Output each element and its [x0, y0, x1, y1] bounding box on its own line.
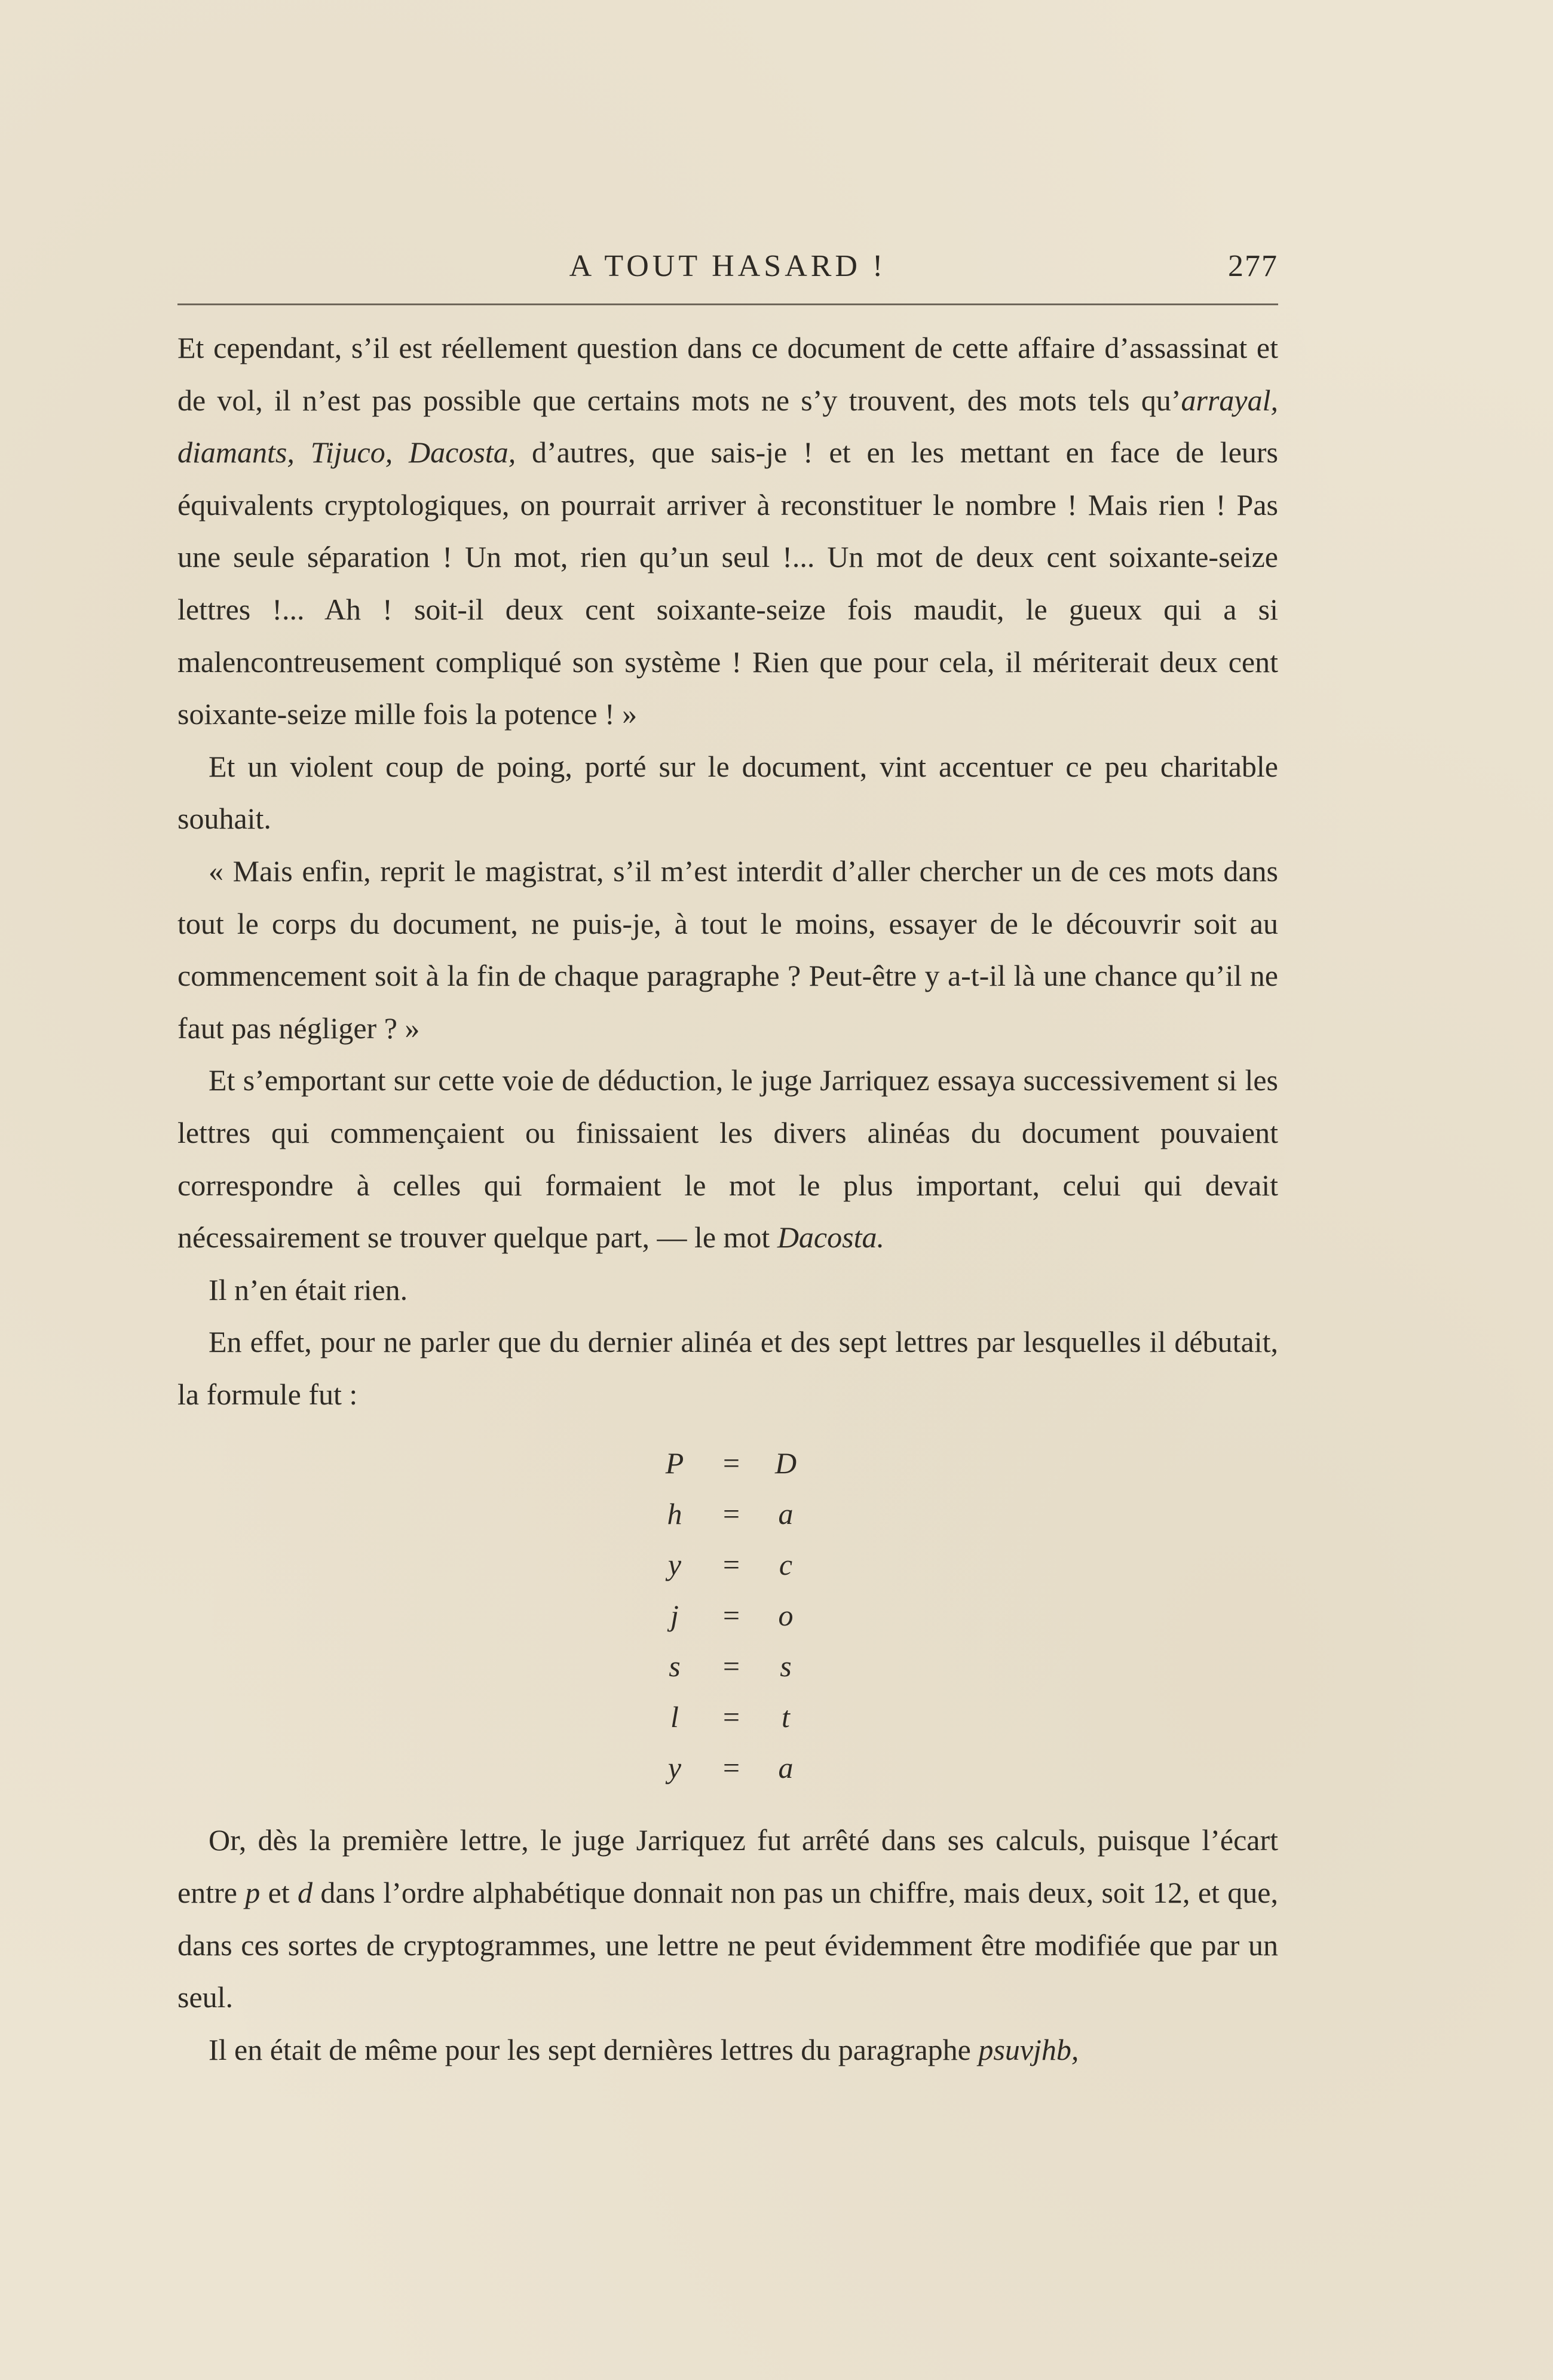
- book-page: [177, 239, 1278, 2076]
- plain-letter: a: [778, 1751, 794, 1785]
- plain-letter: t: [782, 1700, 790, 1734]
- formula-row: [177, 1640, 1278, 1691]
- equals-sign: =: [722, 1599, 740, 1633]
- text-run: Or, dès la première lettre, le juge Jarriquez fut arrêté dans ses calculs, puisque l’écart entre: [177, 1823, 1278, 1910]
- running-title: A TOUT HASARD !: [569, 249, 887, 283]
- page-number: 277: [1228, 249, 1278, 283]
- equals-sign: =: [722, 1751, 740, 1785]
- text-run: Il en était de même pour les sept dernières lettres du paragraphe: [209, 2032, 979, 2066]
- text-run: En effet, pour ne parler que du dernier alinéa et des sept lettres par lesquelles il débutait, la formule fut :: [177, 1325, 1278, 1411]
- equals-sign: =: [722, 1700, 740, 1734]
- formula-row: [177, 1539, 1278, 1590]
- text-run: Il n’en était rien.: [209, 1272, 408, 1306]
- plain-letter: o: [778, 1599, 794, 1633]
- text-run: Et s’emportant sur cette voie de déduction, le juge Jarriquez essaya successivement si les lettres qui commençaient ou finissaient les divers alinéas du document pouvaient correspondre à celles qui formaient le mot le plus important, celui qui devait nécessairement se trouver quelque part, — le mot: [177, 1063, 1278, 1255]
- equals-sign: =: [722, 1497, 740, 1531]
- running-header: [177, 239, 1278, 299]
- paragraph: [177, 741, 1278, 845]
- substitution-formula: [177, 1437, 1278, 1793]
- paragraph: [177, 322, 1278, 741]
- text-run: « Mais enfin, reprit le magistrat, s’il m’est interdit d’aller chercher un de ces mots dans tout le corps du document, ne puis-je, à tout le moins, essayer de le découvrir soit au commencement soit à la fin de chaque paragraphe ? Peut-être y a-t-il là une chance qu’il ne faut pas négliger ? »: [177, 854, 1278, 1045]
- equals-sign: =: [722, 1649, 740, 1683]
- text-run: dans l’ordre alphabétique donnait non pas un chiffre, mais deux, soit 12, et que, dans ces sortes de cryptogrammes, une lettre ne peut évidemment être modifiée que par un seul.: [177, 1876, 1278, 2014]
- paragraph: [177, 1264, 1278, 1317]
- cipher-letter: y: [667, 1548, 682, 1582]
- plain-letter: D: [774, 1446, 797, 1480]
- cipher-letter: h: [667, 1497, 682, 1531]
- paragraph: [177, 1814, 1278, 2023]
- italic-text: Dacosta.: [777, 1220, 884, 1255]
- body-text: [177, 322, 1278, 2076]
- cipher-letter: P: [665, 1446, 684, 1480]
- formula-row: [177, 1691, 1278, 1742]
- formula-row: [177, 1590, 1278, 1640]
- header-rule: [177, 303, 1278, 305]
- cipher-letter: s: [669, 1649, 681, 1683]
- paragraph: [177, 1316, 1278, 1421]
- equals-sign: =: [722, 1446, 740, 1480]
- paragraph: [177, 2024, 1278, 2077]
- paragraph: [177, 845, 1278, 1054]
- plain-letter: a: [778, 1497, 794, 1531]
- formula-row: [177, 1742, 1278, 1793]
- plain-letter: s: [780, 1649, 792, 1683]
- formula-row: [177, 1437, 1278, 1488]
- text-run: Et cependant, s’il est réellement question dans ce document de cette affaire d’assassinat et de vol, il n’est pas possible que certains mots ne s’y trouvent, des mots tels qu’: [177, 331, 1278, 417]
- paragraph: [177, 1054, 1278, 1263]
- equals-sign: =: [722, 1548, 740, 1582]
- text-run: d’autres, que sais-je ! et en les mettant en face de leurs équivalents cryptologiques, on pourrait arriver à reconstituer le nombre ! Mais rien ! Pas une seule séparation ! Un mot, rien qu’un seul !... Un mot de deux cent soixante-seize lettres !... Ah ! soit-il deux cent soixante-seize fois maudit, le gueux qui a si malencontreusement compliqué son système ! Rien que pour cela, il mériterait deux cent soixante-seize mille fois la potence ! »: [177, 435, 1279, 731]
- cipher-letter: y: [667, 1751, 682, 1785]
- italic-text: p: [245, 1876, 261, 1910]
- formula-row: [177, 1488, 1278, 1539]
- italic-text: psuvjhb,: [978, 2032, 1079, 2066]
- plain-letter: c: [779, 1548, 793, 1582]
- italic-text: arrayal, diamants, Tijuco, Dacosta,: [177, 383, 1278, 470]
- cipher-letter: l: [670, 1700, 679, 1734]
- paragraphs-after-formula: [177, 1814, 1278, 2076]
- paragraphs-before-formula: [177, 322, 1278, 1421]
- cipher-letter: j: [670, 1599, 679, 1633]
- text-run: et: [260, 1876, 298, 1910]
- italic-text: d: [298, 1876, 313, 1910]
- text-run: Et un violent coup de poing, porté sur le document, vint accentuer ce peu charitable souhait.: [177, 749, 1278, 836]
